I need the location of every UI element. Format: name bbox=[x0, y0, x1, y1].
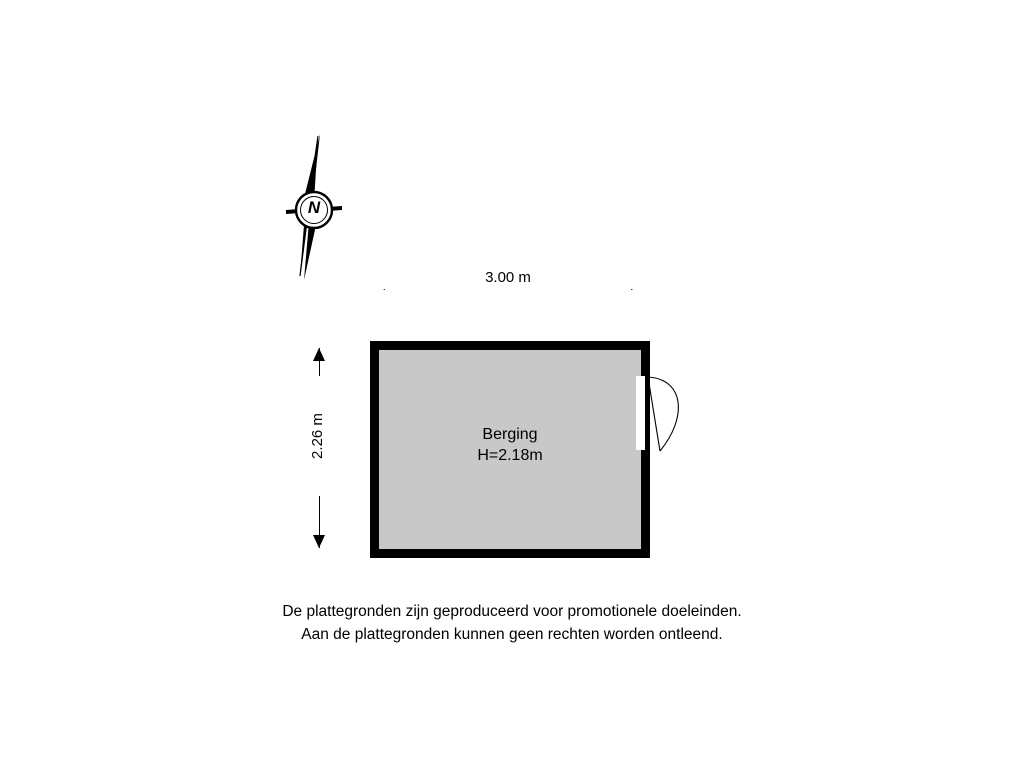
dimension-width bbox=[372, 268, 644, 304]
arrow-down-icon bbox=[313, 535, 325, 548]
disclaimer-line-2: Aan de plattegronden kunnen geen rechten worden ontleend. bbox=[301, 626, 723, 643]
disclaimer-line-1: De plattegronden zijn geproduceerd voor promotionele doeleinden. bbox=[282, 603, 742, 620]
dimension-height bbox=[300, 348, 340, 548]
room-name-label: Berging bbox=[482, 426, 538, 443]
dimension-width-label: 3.00 m bbox=[372, 268, 644, 289]
room-label-group bbox=[370, 424, 650, 466]
disclaimer bbox=[0, 600, 1024, 646]
arrow-up-icon bbox=[313, 348, 325, 361]
compass-north-label: N bbox=[307, 198, 321, 217]
room-height-label: H=2.18m bbox=[477, 447, 543, 464]
compass-rose bbox=[278, 128, 350, 288]
dimension-height-label: 2.26 m bbox=[308, 376, 328, 496]
